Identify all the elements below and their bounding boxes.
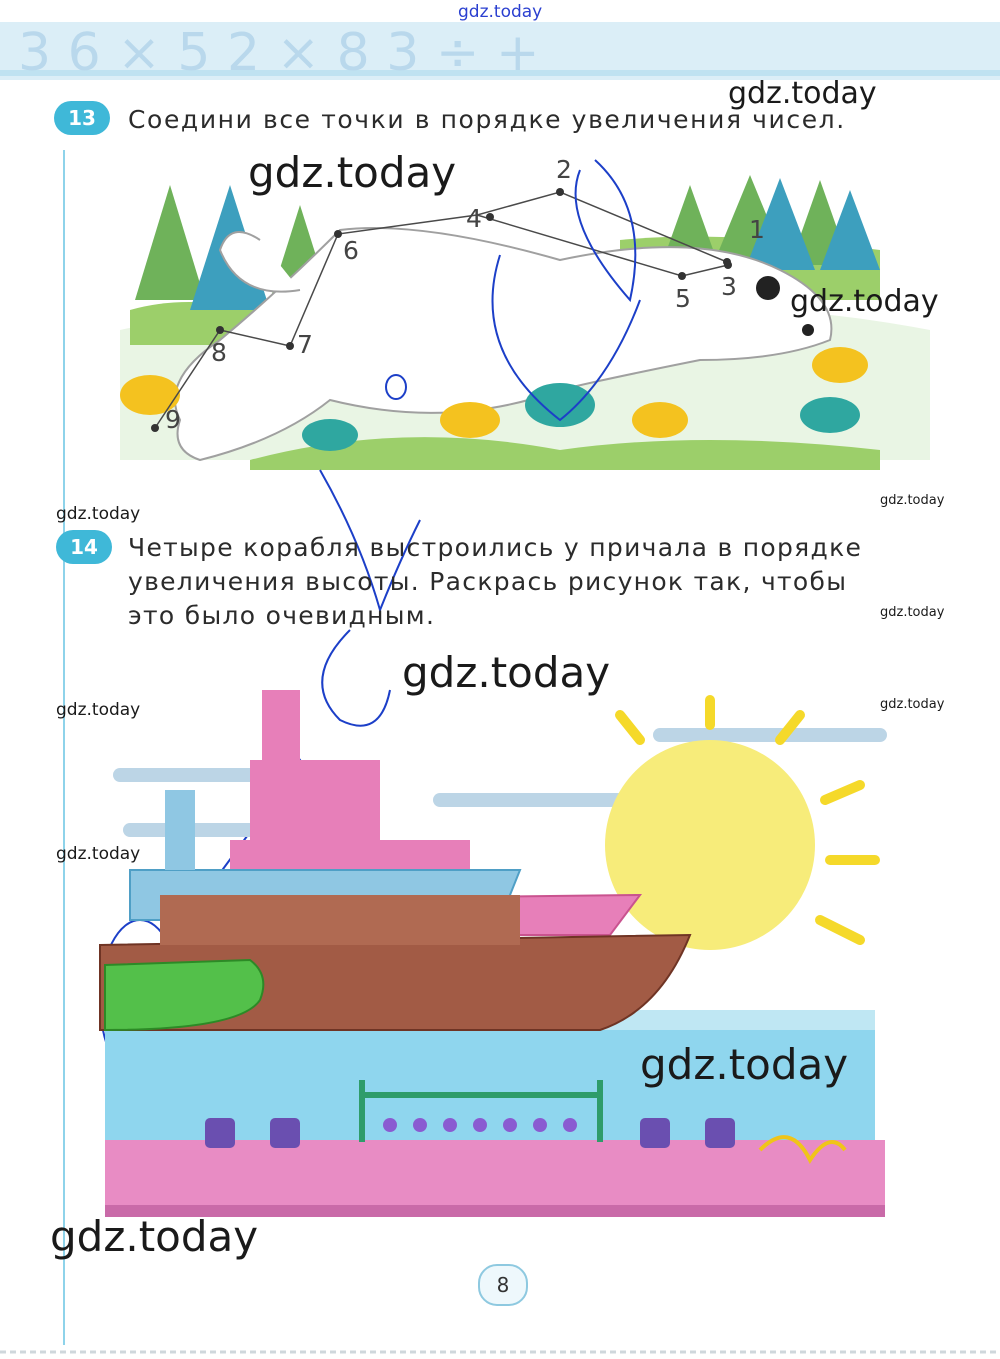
dot-label-3: 3: [721, 272, 737, 301]
task-14-badge: 14: [56, 530, 112, 564]
task-13-text: Соедини все точки в порядке увеличения чисел.: [128, 105, 846, 134]
dot-label-1: 1: [749, 215, 765, 244]
task-14-line-2: увеличения высоты. Раскрась рисунок так, чтобы: [128, 567, 848, 596]
watermark: gdz.today: [728, 76, 877, 111]
watermark: gdz.today: [790, 284, 939, 319]
watermark: gdz.today: [880, 493, 945, 508]
task-14-line-1: Четыре корабля выстроились у причала в порядке: [128, 533, 863, 562]
page-number: 8: [478, 1264, 528, 1306]
dot-label-2: 2: [556, 155, 572, 184]
watermark: gdz.today: [248, 148, 457, 197]
watermark: gdz.today: [56, 700, 141, 720]
watermark-top: gdz.today: [458, 2, 543, 22]
watermark: gdz.today: [640, 1040, 849, 1089]
watermark: gdz.today: [56, 844, 141, 864]
hare-scene: [120, 175, 930, 470]
dot-label-8: 8: [211, 338, 227, 367]
dot-label-6: 6: [343, 236, 359, 265]
watermark: gdz.today: [402, 648, 611, 697]
dot-label-4: 4: [466, 204, 482, 233]
task-13-badge: 13: [54, 101, 110, 135]
dot-label-5: 5: [675, 284, 691, 313]
svg-text:3 6 × 5 2 × 8 3 ÷ +: 3 6 × 5 2 × 8 3 ÷ +: [18, 23, 540, 83]
header-band: [0, 22, 1000, 83]
task-14-line-3: это было очевидным.: [128, 601, 436, 630]
watermark: gdz.today: [56, 504, 141, 524]
watermark: gdz.today: [880, 697, 945, 712]
watermark: gdz.today: [50, 1212, 259, 1261]
watermark: gdz.today: [880, 605, 945, 620]
ships-scene: [100, 690, 885, 1217]
dot-label-9: 9: [165, 405, 181, 434]
dot-label-7: 7: [297, 330, 313, 359]
